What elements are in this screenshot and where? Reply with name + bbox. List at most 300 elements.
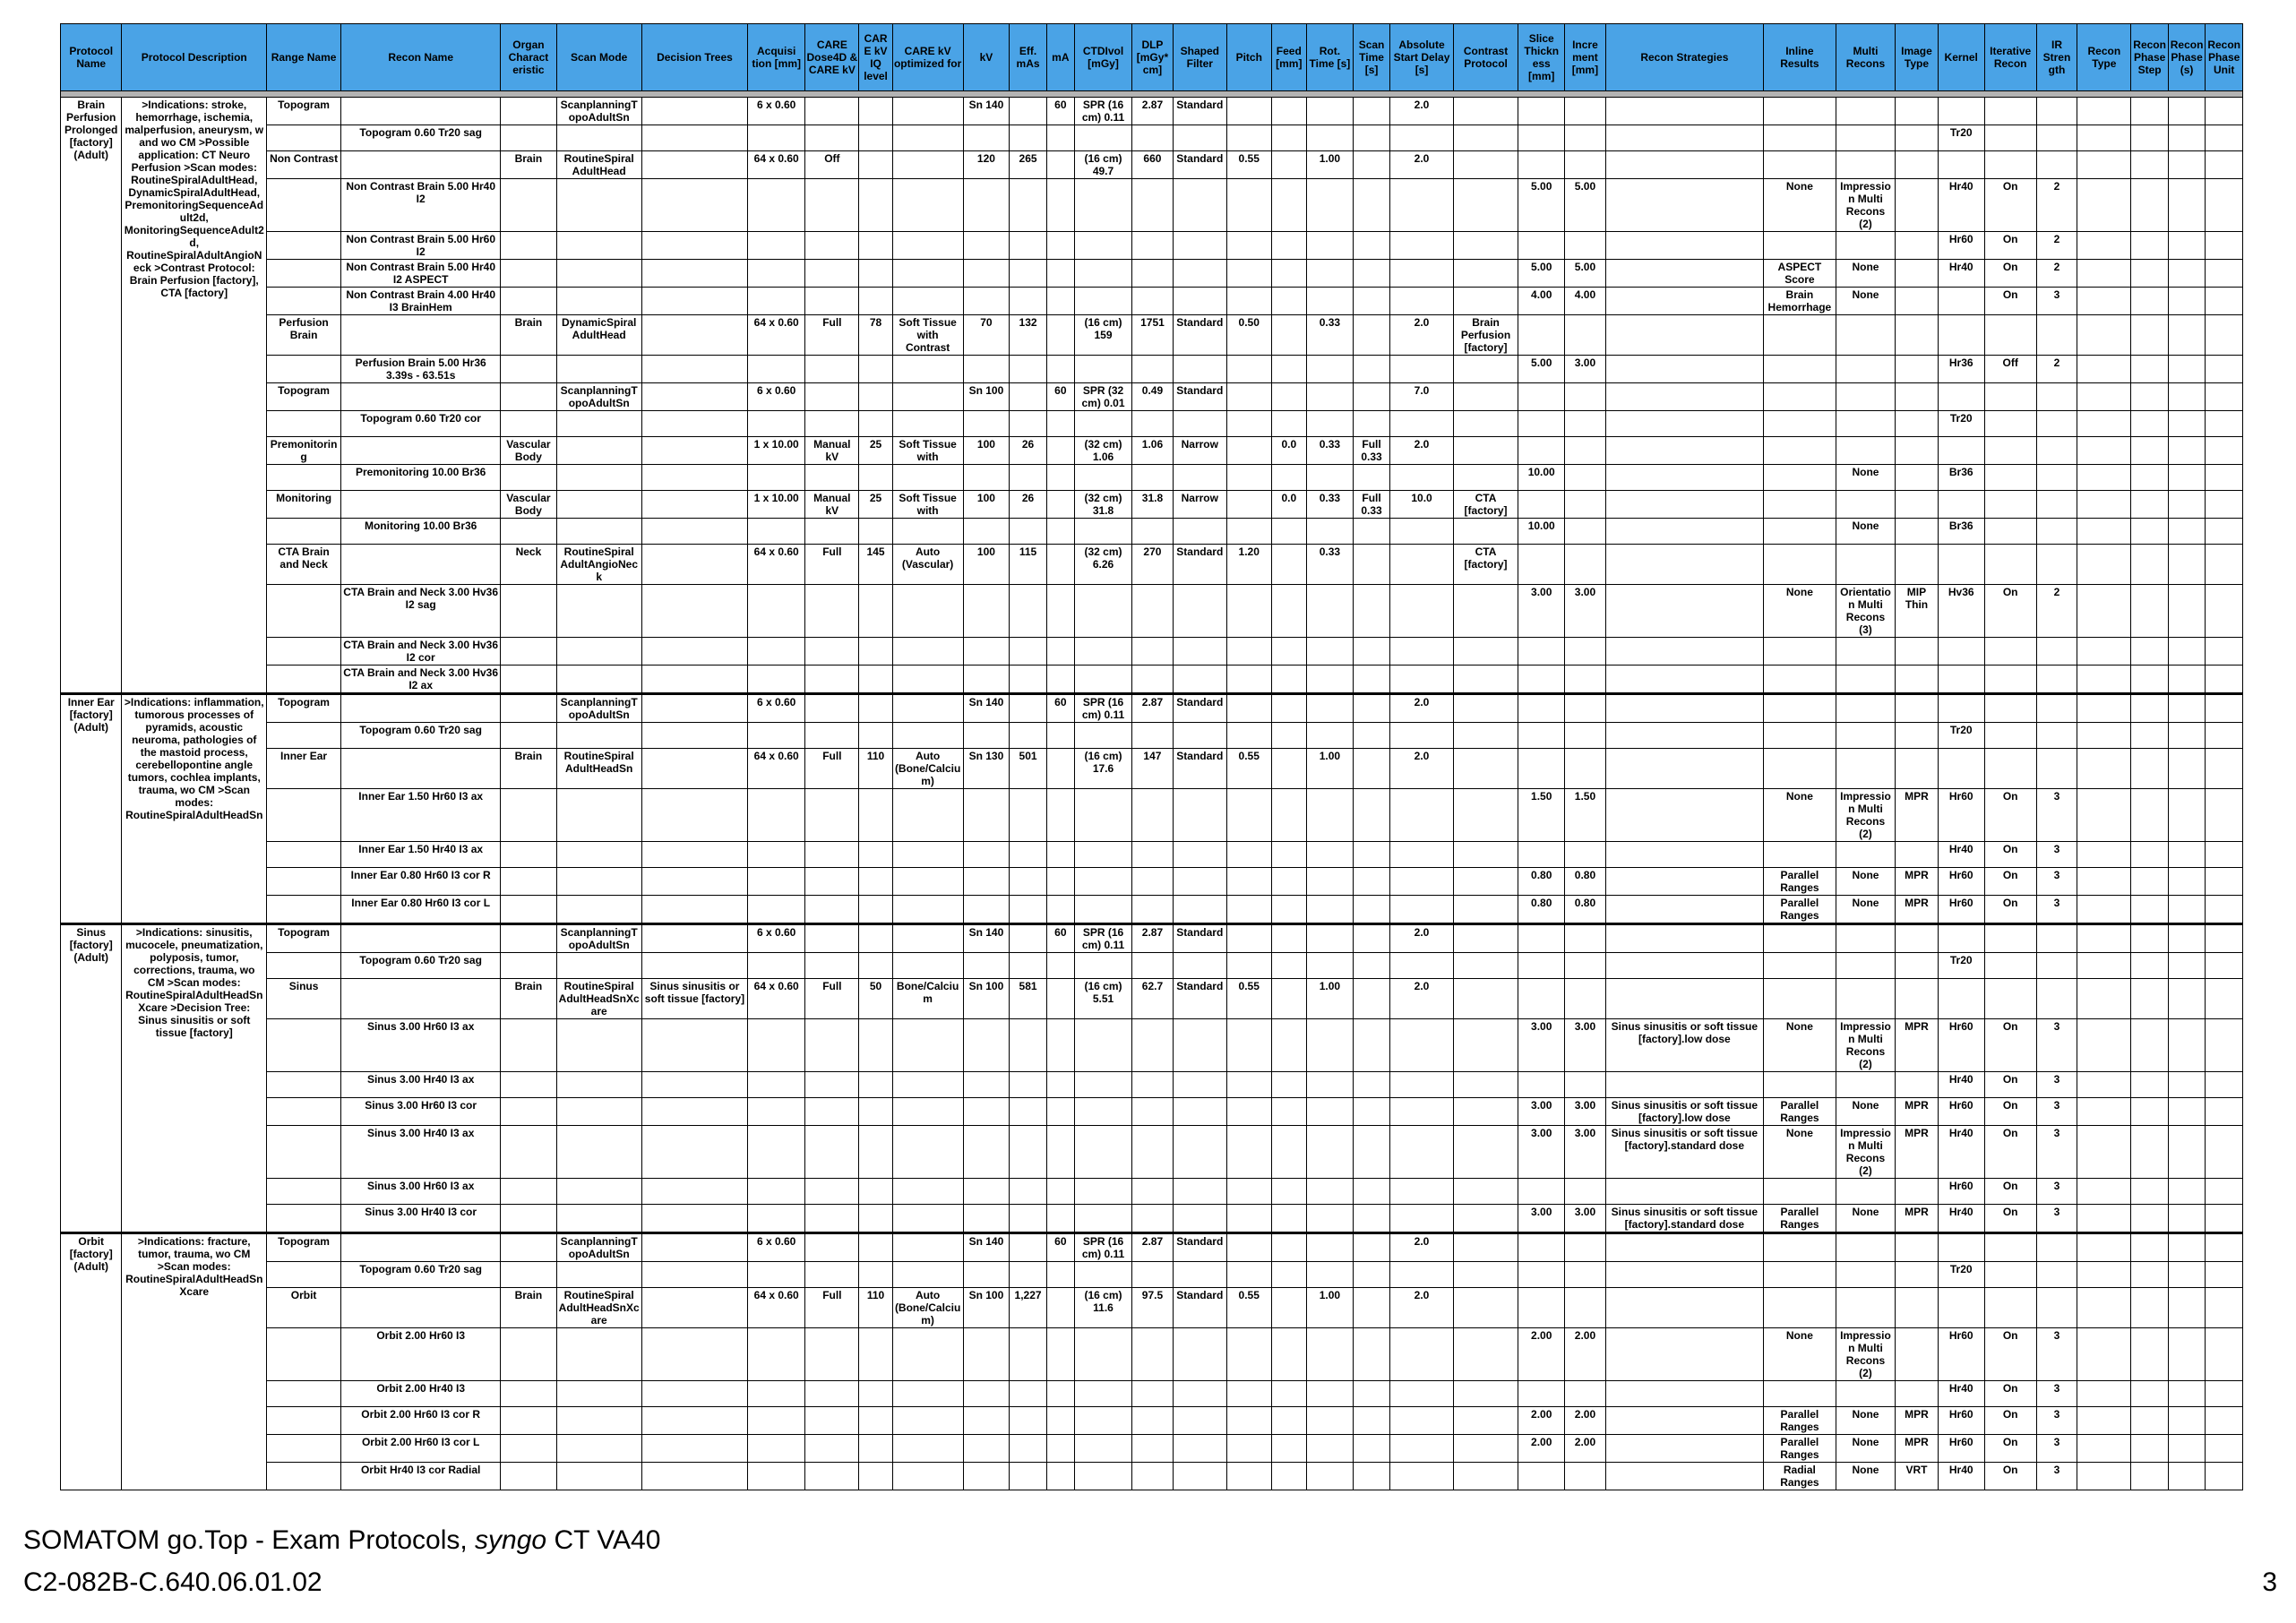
cell-rot: 0.33: [1307, 491, 1354, 519]
header-eff-mas: Eff. mAs: [1010, 24, 1046, 91]
cell-opt: Soft Tissue with: [892, 491, 963, 519]
cell-rot: [1307, 1328, 1354, 1381]
cell-strategy: [1605, 437, 1763, 465]
cell-scan-mode: DynamicSpiral AdultHead: [556, 315, 641, 356]
cell-scan-mode: [556, 638, 641, 666]
cell-scan-mode: [556, 491, 641, 519]
cell-strategy: Sinus sinusitis or soft tissue [factory].low dose: [1605, 1098, 1763, 1126]
cell-care-dose: [805, 465, 859, 491]
cell-multi: None: [1836, 1098, 1895, 1126]
cell-iter: [1984, 125, 2036, 151]
header-protocol-description: Protocol Description: [122, 24, 267, 91]
cell-opt: [892, 1126, 963, 1179]
cell-mas: [1010, 694, 1046, 723]
cell-scan-time: [1353, 288, 1389, 315]
cell-organ: [501, 666, 556, 694]
cell-filter: Standard: [1173, 1288, 1226, 1328]
cell-scan-time: [1353, 179, 1389, 232]
cell-range: Orbit: [267, 1288, 341, 1328]
cell-recon: [341, 545, 501, 585]
cell-delay: [1390, 1179, 1453, 1205]
cell-recon-phase-s: [2168, 723, 2205, 749]
cell-rot: [1307, 868, 1354, 896]
cell-ma: 60: [1046, 694, 1074, 723]
cell-organ: [501, 896, 556, 924]
cell-feed: [1271, 1179, 1306, 1205]
cell-mas: [1010, 519, 1046, 545]
cell-image-type: [1896, 1179, 1939, 1205]
cell-organ: [501, 868, 556, 896]
cell-range: Topogram: [267, 383, 341, 411]
table-row: [61, 1463, 2243, 1490]
cell-kernel: [1938, 924, 1984, 953]
cell-delay: 2.0: [1390, 315, 1453, 356]
cell-opt: [892, 519, 963, 545]
cell-scan-time: [1353, 1072, 1389, 1098]
cell-organ: [501, 1463, 556, 1490]
cell-strategy: [1605, 638, 1763, 666]
cell-acq: [748, 1126, 805, 1179]
document-title: SOMATOM go.Top - Exam Protocols, syngo CT VA40: [23, 1525, 661, 1555]
cell-inc: [1565, 411, 1606, 437]
cell-delay: [1390, 545, 1453, 585]
cell-inline: None: [1763, 789, 1836, 842]
cell-ir: [2036, 98, 2077, 125]
cell-strategy: [1605, 1288, 1763, 1328]
cell-rot: [1307, 585, 1354, 638]
cell-kv: [963, 842, 1010, 868]
cell-kv: 100: [963, 545, 1010, 585]
cell-dlp: 2.87: [1132, 694, 1174, 723]
cell-scan-time: [1353, 585, 1389, 638]
cell-image-type: MPR: [1896, 868, 1939, 896]
cell-feed: [1271, 465, 1306, 491]
cell-feed: [1271, 953, 1306, 979]
cell-mas: [1010, 666, 1046, 694]
cell-feed: 0.0: [1271, 491, 1306, 519]
cell-strategy: [1605, 1072, 1763, 1098]
table-row: [61, 383, 2243, 411]
cell-strategy: [1605, 694, 1763, 723]
cell-recon-phase-unit: [2206, 260, 2243, 288]
cell-ctdi: SPR (16 cm) 0.11: [1074, 924, 1131, 953]
table-row: [61, 749, 2243, 789]
cell-iter: On: [1984, 1205, 2036, 1233]
cell-slice: [1518, 953, 1565, 979]
cell-dlp: [1132, 411, 1174, 437]
cell-inc: [1565, 1233, 1606, 1262]
cell-recon-type: [2077, 232, 2131, 260]
cell-kernel: Br36: [1938, 465, 1984, 491]
cell-inc: [1565, 491, 1606, 519]
cell-kv: Sn 140: [963, 694, 1010, 723]
cell-contrast: [1453, 585, 1518, 638]
cell-recon-phase-step: [2131, 1435, 2168, 1463]
cell-dlp: [1132, 232, 1174, 260]
cell-ctdi: [1074, 1381, 1131, 1407]
cell-inc: 4.00: [1565, 288, 1606, 315]
cell-rot: [1307, 953, 1354, 979]
cell-range: [267, 638, 341, 666]
cell-ir: 2: [2036, 179, 2077, 232]
cell-decision: [641, 465, 747, 491]
cell-recon: [341, 1233, 501, 1262]
cell-strategy: [1605, 1381, 1763, 1407]
cell-image-type: [1896, 749, 1939, 789]
cell-slice: [1518, 411, 1565, 437]
cell-decision: [641, 315, 747, 356]
protocol-name-cell: Inner Ear [factory] (Adult): [61, 694, 122, 924]
cell-iter: On: [1984, 1019, 2036, 1072]
cell-filter: [1173, 411, 1226, 437]
cell-recon-type: [2077, 315, 2131, 356]
cell-acq: [748, 1098, 805, 1126]
cell-contrast: [1453, 288, 1518, 315]
cell-image-type: [1896, 1072, 1939, 1098]
cell-decision: [641, 1463, 747, 1490]
cell-contrast: [1453, 868, 1518, 896]
cell-multi: Impression Multi Recons (2): [1836, 179, 1895, 232]
cell-inline: [1763, 1072, 1836, 1098]
cell-scan-time: Full 0.33: [1353, 437, 1389, 465]
cell-contrast: [1453, 1126, 1518, 1179]
cell-ma: [1046, 723, 1074, 749]
cell-ir: [2036, 979, 2077, 1019]
cell-rot: [1307, 260, 1354, 288]
cell-strategy: [1605, 98, 1763, 125]
cell-opt: [892, 924, 963, 953]
cell-multi: None: [1836, 1435, 1895, 1463]
cell-recon-phase-step: [2131, 842, 2168, 868]
cell-contrast: [1453, 356, 1518, 383]
cell-delay: [1390, 1019, 1453, 1072]
cell-ir: [2036, 749, 2077, 789]
cell-recon: [341, 491, 501, 519]
cell-recon-phase-step: [2131, 638, 2168, 666]
cell-recon-type: [2077, 1288, 2131, 1328]
cell-inc: [1565, 1179, 1606, 1205]
cell-ma: [1046, 260, 1074, 288]
cell-acq: 1 x 10.00: [748, 491, 805, 519]
cell-feed: [1271, 868, 1306, 896]
cell-rot: [1307, 666, 1354, 694]
cell-filter: [1173, 868, 1226, 896]
cell-ctdi: [1074, 1098, 1131, 1126]
cell-recon-phase-s: [2168, 491, 2205, 519]
cell-iter: [1984, 437, 2036, 465]
cell-recon: Monitoring 10.00 Br36: [341, 519, 501, 545]
cell-ctdi: [1074, 1435, 1131, 1463]
cell-rot: [1307, 896, 1354, 924]
cell-inc: [1565, 465, 1606, 491]
cell-kv: [963, 519, 1010, 545]
cell-iter: [1984, 638, 2036, 666]
cell-recon-phase-step: [2131, 260, 2168, 288]
cell-dlp: [1132, 1328, 1174, 1381]
table-row: [61, 953, 2243, 979]
cell-recon: Inner Ear 1.50 Hr40 I3 ax: [341, 842, 501, 868]
cell-kernel: Hr40: [1938, 1463, 1984, 1490]
cell-decision: [641, 868, 747, 896]
cell-pitch: [1226, 1179, 1271, 1205]
cell-acq: [748, 1463, 805, 1490]
cell-recon-type: [2077, 1233, 2131, 1262]
cell-slice: [1518, 98, 1565, 125]
cell-recon-phase-s: [2168, 638, 2205, 666]
cell-ma: [1046, 896, 1074, 924]
cell-scan-mode: RoutineSpiral AdultAngioNeck: [556, 545, 641, 585]
cell-recon-type: [2077, 1435, 2131, 1463]
cell-delay: [1390, 585, 1453, 638]
cell-ma: [1046, 519, 1074, 545]
cell-pitch: 0.55: [1226, 151, 1271, 179]
cell-strategy: [1605, 1407, 1763, 1435]
cell-scan-time: [1353, 356, 1389, 383]
cell-dlp: [1132, 789, 1174, 842]
cell-scan-mode: [556, 1435, 641, 1463]
cell-mas: [1010, 1072, 1046, 1098]
cell-inline: Radial Ranges: [1763, 1463, 1836, 1490]
cell-slice: [1518, 1381, 1565, 1407]
cell-kernel: Hr60: [1938, 1328, 1984, 1381]
cell-rot: [1307, 842, 1354, 868]
cell-iq: 78: [859, 315, 892, 356]
cell-opt: [892, 125, 963, 151]
cell-dlp: [1132, 465, 1174, 491]
cell-kv: Sn 140: [963, 924, 1010, 953]
cell-inline: [1763, 694, 1836, 723]
cell-iter: On: [1984, 288, 2036, 315]
cell-filter: [1173, 1435, 1226, 1463]
cell-pitch: [1226, 356, 1271, 383]
cell-iq: [859, 953, 892, 979]
cell-inline: Parallel Ranges: [1763, 896, 1836, 924]
cell-image-type: [1896, 232, 1939, 260]
cell-iq: 145: [859, 545, 892, 585]
cell-recon-phase-unit: [2206, 1126, 2243, 1179]
cell-recon-phase-s: [2168, 1179, 2205, 1205]
cell-ir: 3: [2036, 842, 2077, 868]
cell-ir: 3: [2036, 1126, 2077, 1179]
cell-slice: [1518, 638, 1565, 666]
cell-image-type: [1896, 1381, 1939, 1407]
cell-recon-type: [2077, 723, 2131, 749]
table-row: [61, 896, 2243, 924]
cell-decision: [641, 789, 747, 842]
cell-rot: [1307, 179, 1354, 232]
cell-filter: Standard: [1173, 383, 1226, 411]
cell-acq: [748, 789, 805, 842]
cell-recon: Orbit Hr40 I3 cor Radial: [341, 1463, 501, 1490]
cell-scan-mode: [556, 437, 641, 465]
cell-kernel: Hr60: [1938, 868, 1984, 896]
cell-recon-phase-s: [2168, 1126, 2205, 1179]
cell-recon: Orbit 2.00 Hr60 I3 cor R: [341, 1407, 501, 1435]
cell-contrast: [1453, 1463, 1518, 1490]
cell-mas: 132: [1010, 315, 1046, 356]
cell-multi: Impression Multi Recons (2): [1836, 1328, 1895, 1381]
header-scan-time-s: Scan Time [s]: [1353, 24, 1389, 91]
cell-recon-type: [2077, 638, 2131, 666]
cell-acq: 1 x 10.00: [748, 437, 805, 465]
cell-contrast: [1453, 1019, 1518, 1072]
cell-ir: [2036, 723, 2077, 749]
cell-multi: None: [1836, 1205, 1895, 1233]
cell-dlp: [1132, 288, 1174, 315]
protocol-description-cell: >Indications: stroke, hemorrhage, ischemia, malperfusion, aneurysm, w and wo CM >Possible application: CT Neuro Perfusion >Scan modes: RoutineSpiralAdultHead, DynamicSpiralAdultHead, PremonitoringSequenceAdult2d, MonitoringSequenceAdult2d, RoutineSpiralAdultAngioNeck >Contrast Protocol: Brain Perfusion [factory], CTA [factory]: [122, 98, 267, 694]
cell-pitch: 0.55: [1226, 979, 1271, 1019]
cell-iter: On: [1984, 585, 2036, 638]
cell-ctdi: SPR (16 cm) 0.11: [1074, 1233, 1131, 1262]
cell-dlp: [1132, 1019, 1174, 1072]
cell-iter: On: [1984, 789, 2036, 842]
cell-mas: [1010, 1381, 1046, 1407]
cell-inline: [1763, 151, 1836, 179]
cell-dlp: [1132, 638, 1174, 666]
cell-decision: [641, 232, 747, 260]
cell-delay: 2.0: [1390, 694, 1453, 723]
cell-feed: [1271, 789, 1306, 842]
cell-feed: 0.0: [1271, 437, 1306, 465]
cell-organ: [501, 260, 556, 288]
cell-strategy: [1605, 356, 1763, 383]
cell-ma: [1046, 979, 1074, 1019]
cell-slice: [1518, 1233, 1565, 1262]
cell-filter: [1173, 179, 1226, 232]
cell-ctdi: [1074, 411, 1131, 437]
cell-multi: [1836, 924, 1895, 953]
cell-scan-mode: RoutineSpiral AdultHeadSnXcare: [556, 1288, 641, 1328]
cell-ctdi: [1074, 1407, 1131, 1435]
cell-ma: [1046, 666, 1074, 694]
cell-feed: [1271, 288, 1306, 315]
cell-dlp: [1132, 1407, 1174, 1435]
cell-iter: On: [1984, 232, 2036, 260]
cell-acq: [748, 465, 805, 491]
cell-opt: [892, 868, 963, 896]
cell-decision: [641, 179, 747, 232]
cell-strategy: [1605, 125, 1763, 151]
cell-ctdi: [1074, 356, 1131, 383]
cell-inc: [1565, 1072, 1606, 1098]
cell-inc: 0.80: [1565, 868, 1606, 896]
table-row: [61, 585, 2243, 638]
table-row: [61, 638, 2243, 666]
cell-recon-phase-unit: [2206, 638, 2243, 666]
cell-ctdi: SPR (16 cm) 0.11: [1074, 98, 1131, 125]
cell-ir: 3: [2036, 1019, 2077, 1072]
cell-feed: [1271, 315, 1306, 356]
cell-inline: Brain Hemorrhage: [1763, 288, 1836, 315]
cell-contrast: [1453, 638, 1518, 666]
cell-recon: Orbit 2.00 Hr60 I3 cor L: [341, 1435, 501, 1463]
cell-recon-phase-step: [2131, 151, 2168, 179]
cell-scan-time: [1353, 1288, 1389, 1328]
cell-recon-phase-step: [2131, 1262, 2168, 1288]
cell-organ: [501, 1126, 556, 1179]
cell-recon: CTA Brain and Neck 3.00 Hv36 I2 cor: [341, 638, 501, 666]
cell-image-type: MPR: [1896, 1098, 1939, 1126]
cell-acq: 64 x 0.60: [748, 979, 805, 1019]
cell-opt: [892, 151, 963, 179]
cell-range: [267, 1205, 341, 1233]
cell-iq: [859, 1019, 892, 1072]
cell-mas: [1010, 356, 1046, 383]
cell-delay: [1390, 465, 1453, 491]
cell-slice: [1518, 666, 1565, 694]
cell-multi: [1836, 638, 1895, 666]
cell-acq: [748, 1179, 805, 1205]
cell-mas: [1010, 232, 1046, 260]
cell-image-type: [1896, 694, 1939, 723]
cell-strategy: [1605, 749, 1763, 789]
cell-inline: [1763, 232, 1836, 260]
cell-ir: [2036, 1288, 2077, 1328]
cell-feed: [1271, 383, 1306, 411]
cell-image-type: [1896, 1233, 1939, 1262]
cell-opt: [892, 585, 963, 638]
cell-kernel: [1938, 666, 1984, 694]
cell-ma: [1046, 1463, 1074, 1490]
cell-pitch: [1226, 924, 1271, 953]
cell-slice: 2.00: [1518, 1328, 1565, 1381]
cell-multi: [1836, 151, 1895, 179]
cell-delay: [1390, 723, 1453, 749]
cell-strategy: [1605, 666, 1763, 694]
header-kernel: Kernel: [1938, 24, 1984, 91]
cell-inc: 5.00: [1565, 179, 1606, 232]
cell-organ: Brain: [501, 1288, 556, 1328]
protocol-description-cell: >Indications: fracture, tumor, trauma, wo CM >Scan modes: RoutineSpiralAdultHeadSnXcare: [122, 1233, 267, 1490]
cell-scan-mode: [556, 288, 641, 315]
cell-ctdi: (16 cm) 11.6: [1074, 1288, 1131, 1328]
cell-scan-time: [1353, 638, 1389, 666]
cell-recon-phase-step: [2131, 1407, 2168, 1435]
cell-pitch: [1226, 465, 1271, 491]
cell-recon-phase-s: [2168, 545, 2205, 585]
cell-recon-type: [2077, 125, 2131, 151]
cell-recon-phase-unit: [2206, 749, 2243, 789]
cell-scan-mode: [556, 1179, 641, 1205]
cell-delay: [1390, 1463, 1453, 1490]
cell-delay: 2.0: [1390, 437, 1453, 465]
cell-multi: [1836, 723, 1895, 749]
cell-inline: [1763, 383, 1836, 411]
cell-slice: 10.00: [1518, 519, 1565, 545]
table-row: [61, 1205, 2243, 1233]
cell-pitch: [1226, 694, 1271, 723]
cell-recon: Premonitoring 10.00 Br36: [341, 465, 501, 491]
cell-rot: [1307, 1407, 1354, 1435]
cell-mas: [1010, 465, 1046, 491]
cell-recon-phase-s: [2168, 179, 2205, 232]
cell-care-dose: [805, 179, 859, 232]
cell-care-dose: [805, 356, 859, 383]
cell-iter: Off: [1984, 356, 2036, 383]
cell-pitch: [1226, 1435, 1271, 1463]
cell-scan-mode: ScanplanningTopoAdultSn: [556, 694, 641, 723]
cell-multi: [1836, 437, 1895, 465]
cell-decision: [641, 288, 747, 315]
table-row: [61, 1098, 2243, 1126]
cell-scan-time: [1353, 1126, 1389, 1179]
cell-inline: [1763, 125, 1836, 151]
cell-acq: [748, 1019, 805, 1072]
cell-mas: [1010, 1407, 1046, 1435]
cell-recon-phase-step: [2131, 1328, 2168, 1381]
table-row: [61, 356, 2243, 383]
cell-slice: [1518, 1262, 1565, 1288]
